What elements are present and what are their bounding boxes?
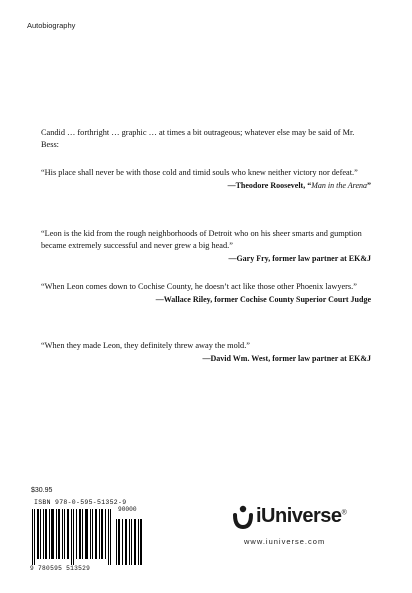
quote-attribution: —David Wm. West, former law partner at EK&J — [202, 354, 371, 363]
quote-roosevelt — [41, 167, 371, 192]
isbn-label: ISBN 978-0-595-51352-9 — [34, 499, 127, 506]
price-label: $30.95 — [31, 487, 53, 494]
quote-text: “His place shall never be with those cold and timid souls who knew neither victory nor defeat.” — [41, 168, 358, 177]
publisher-name — [256, 505, 346, 528]
price-code: 90000 — [118, 506, 137, 513]
publisher-url: www.iuniverse.com — [244, 537, 326, 546]
intro-text: Candid … forthright … graphic … at times a bit outrageous; whatever else may be said of Mr. Bess: — [41, 128, 355, 149]
barcode-icon — [30, 507, 145, 565]
barcode-digits: 9 780595 513529 — [30, 565, 91, 572]
quote-attribution: —Gary Fry, former law partner at EK&J — [228, 254, 371, 263]
iuniverse-logo-icon — [232, 504, 254, 530]
quote-fry — [41, 228, 371, 265]
quote-text: “When Leon comes down to Cochise County, he doesn’t act like those other Phoenix lawyers.” — [41, 282, 357, 291]
quote-west — [41, 340, 371, 365]
quote-attribution: —Wallace Riley, former Cochise County Superior Court Judge — [155, 295, 371, 304]
quote-text: “When they made Leon, they definitely threw away the mold.” — [41, 341, 250, 350]
quote-riley — [41, 281, 371, 306]
isbn-barcode — [30, 499, 145, 574]
publisher-logo — [232, 500, 382, 560]
attribution-suffix: ” — [367, 181, 371, 190]
attribution-title: Man in the Arena — [311, 181, 367, 190]
publisher-name-text: iUniverse — [256, 505, 342, 527]
registered-mark: ® — [341, 509, 347, 517]
attribution-prefix: —Theodore Roosevelt, “ — [227, 181, 312, 190]
quote-attribution — [41, 180, 371, 192]
quote-text: “Leon is the kid from the rough neighborhoods of Detroit who on his sheer smarts and gumption became extremely successful and never grew a big head.” — [41, 229, 362, 250]
genre-label: Autobiography — [27, 21, 76, 30]
